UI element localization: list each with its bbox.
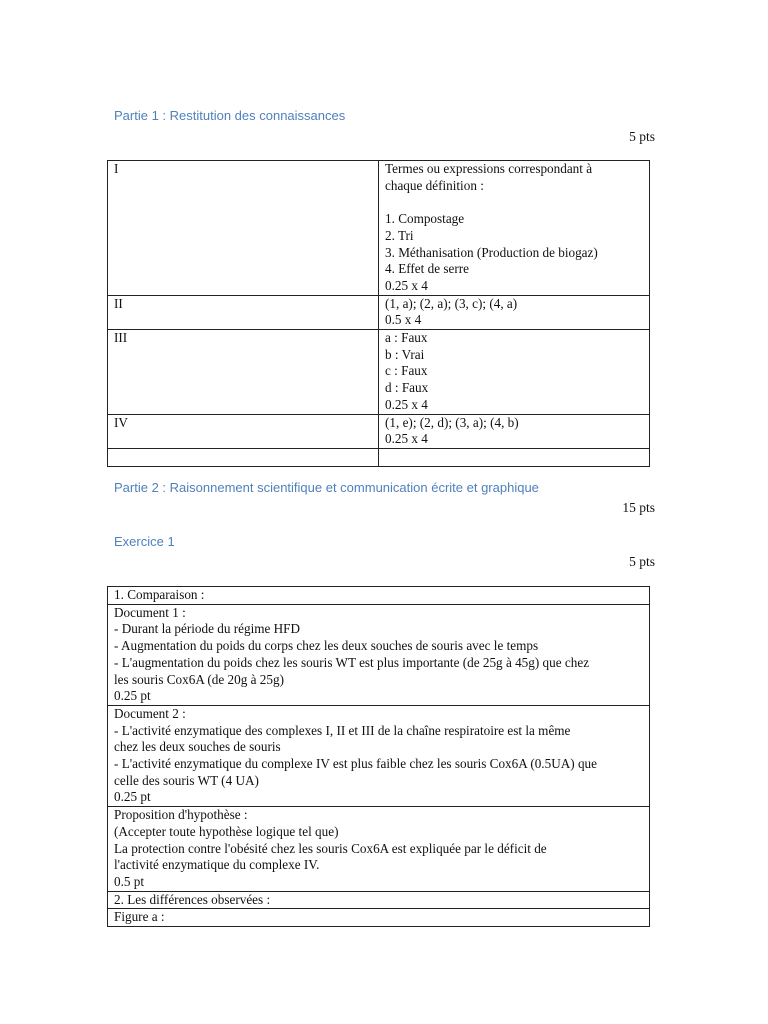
- partie2-title: Partie 2 : Raisonnement scientifique et communication écrite et graphique: [114, 480, 539, 495]
- table-row: [108, 448, 650, 466]
- cell-line: - Augmentation du poids du corps chez les deux souches de souris avec le temps: [114, 638, 539, 654]
- table-row: [108, 807, 650, 892]
- cell-line: Termes ou expressions correspondant à: [385, 161, 593, 176]
- cell-line: chaque définition :: [385, 177, 484, 193]
- row-content: [379, 295, 650, 329]
- cell-line: [385, 194, 643, 211]
- partie2-points: 15 pts: [622, 500, 655, 515]
- cell-line: (1, e); (2, d); (3, a); (4, b): [385, 414, 519, 430]
- cell-line: [385, 449, 643, 466]
- cell-line: 1. Compostage: [385, 211, 465, 227]
- table-row: [108, 705, 650, 806]
- cell-line: - L'activité enzymatique du complexe IV est plus faible chez les souris Cox6A (0.5UA) que: [114, 756, 597, 772]
- cell-line: 0.5 x 4: [385, 312, 422, 328]
- cell-line: les souris Cox6A (de 20g à 25g): [114, 671, 284, 687]
- row-content: [108, 909, 650, 927]
- table-row: [108, 909, 650, 927]
- partie1-title: Partie 1 : Restitution des connaissances: [114, 108, 346, 123]
- cell-line: Proposition d'hypothèse :: [114, 807, 248, 823]
- exercice1-title: Exercice 1: [114, 534, 175, 549]
- exercice1-points: 5 pts: [629, 554, 655, 569]
- table-row: [108, 330, 650, 415]
- cell-line: - L'augmentation du poids chez les souris WT est plus importante (de 25g à 45g) que chez: [114, 654, 590, 670]
- cell-line: La protection contre l'obésité chez les souris Cox6A est expliquée par le déficit de: [114, 840, 547, 856]
- cell-line: 1. Comparaison :: [114, 587, 205, 602]
- cell-line: Document 2 :: [114, 705, 186, 721]
- cell-line: - L'activité enzymatique des complexes I, II et III de la chaîne respiratoire est la même: [114, 722, 571, 738]
- cell-line: 3. Méthanisation (Production de biogaz): [385, 244, 598, 260]
- row-content: [108, 891, 650, 909]
- row-content: [108, 604, 650, 705]
- row-label: I: [108, 161, 379, 296]
- cell-line: celle des souris WT (4 UA): [114, 772, 259, 788]
- cell-line: 2. Les différences observées :: [114, 891, 271, 907]
- table-partie1: [107, 160, 650, 467]
- row-content: [108, 705, 650, 806]
- table-row: [108, 891, 650, 909]
- row-content: [379, 161, 650, 296]
- cell-line: Document 1 :: [114, 604, 186, 620]
- row-content: [379, 330, 650, 415]
- table-row: [108, 161, 650, 296]
- table-row: [108, 587, 650, 605]
- cell-line: 0.25 x 4: [385, 277, 428, 293]
- table-row: [108, 414, 650, 448]
- row-content: [379, 414, 650, 448]
- cell-line: 2. Tri: [385, 227, 414, 243]
- row-content: [108, 807, 650, 892]
- cell-line: l'activité enzymatique du complexe IV.: [114, 857, 320, 873]
- cell-line: Figure a :: [114, 909, 165, 925]
- partie1-points: 5 pts: [629, 129, 655, 144]
- cell-line: a : Faux: [385, 330, 428, 346]
- cell-line: 4. Effet de serre: [385, 261, 469, 277]
- row-content: [379, 448, 650, 466]
- row-content: [108, 587, 650, 605]
- cell-line: - Durant la période du régime HFD: [114, 621, 301, 637]
- cell-line: d : Faux: [385, 380, 429, 396]
- row-label: [108, 448, 379, 466]
- cell-line: (1, a); (2, a); (3, c); (4, a): [385, 295, 518, 311]
- row-label: III: [108, 330, 379, 415]
- cell-line: 0.25 pt: [114, 688, 151, 704]
- cell-line: (Accepter toute hypothèse logique tel que): [114, 823, 339, 839]
- cell-line: chez les deux souches de souris: [114, 739, 281, 755]
- cell-line: 0.25 pt: [114, 789, 151, 805]
- cell-line: 0.5 pt: [114, 873, 145, 889]
- table-row: [108, 295, 650, 329]
- cell-line: 0.25 x 4: [385, 396, 428, 412]
- table-row: [108, 604, 650, 705]
- row-label: IV: [108, 414, 379, 448]
- row-label: II: [108, 295, 379, 329]
- cell-line: b : Vrai: [385, 346, 425, 362]
- cell-line: c : Faux: [385, 363, 428, 379]
- table-exercice1: [107, 586, 650, 927]
- cell-line: 0.25 x 4: [385, 431, 428, 447]
